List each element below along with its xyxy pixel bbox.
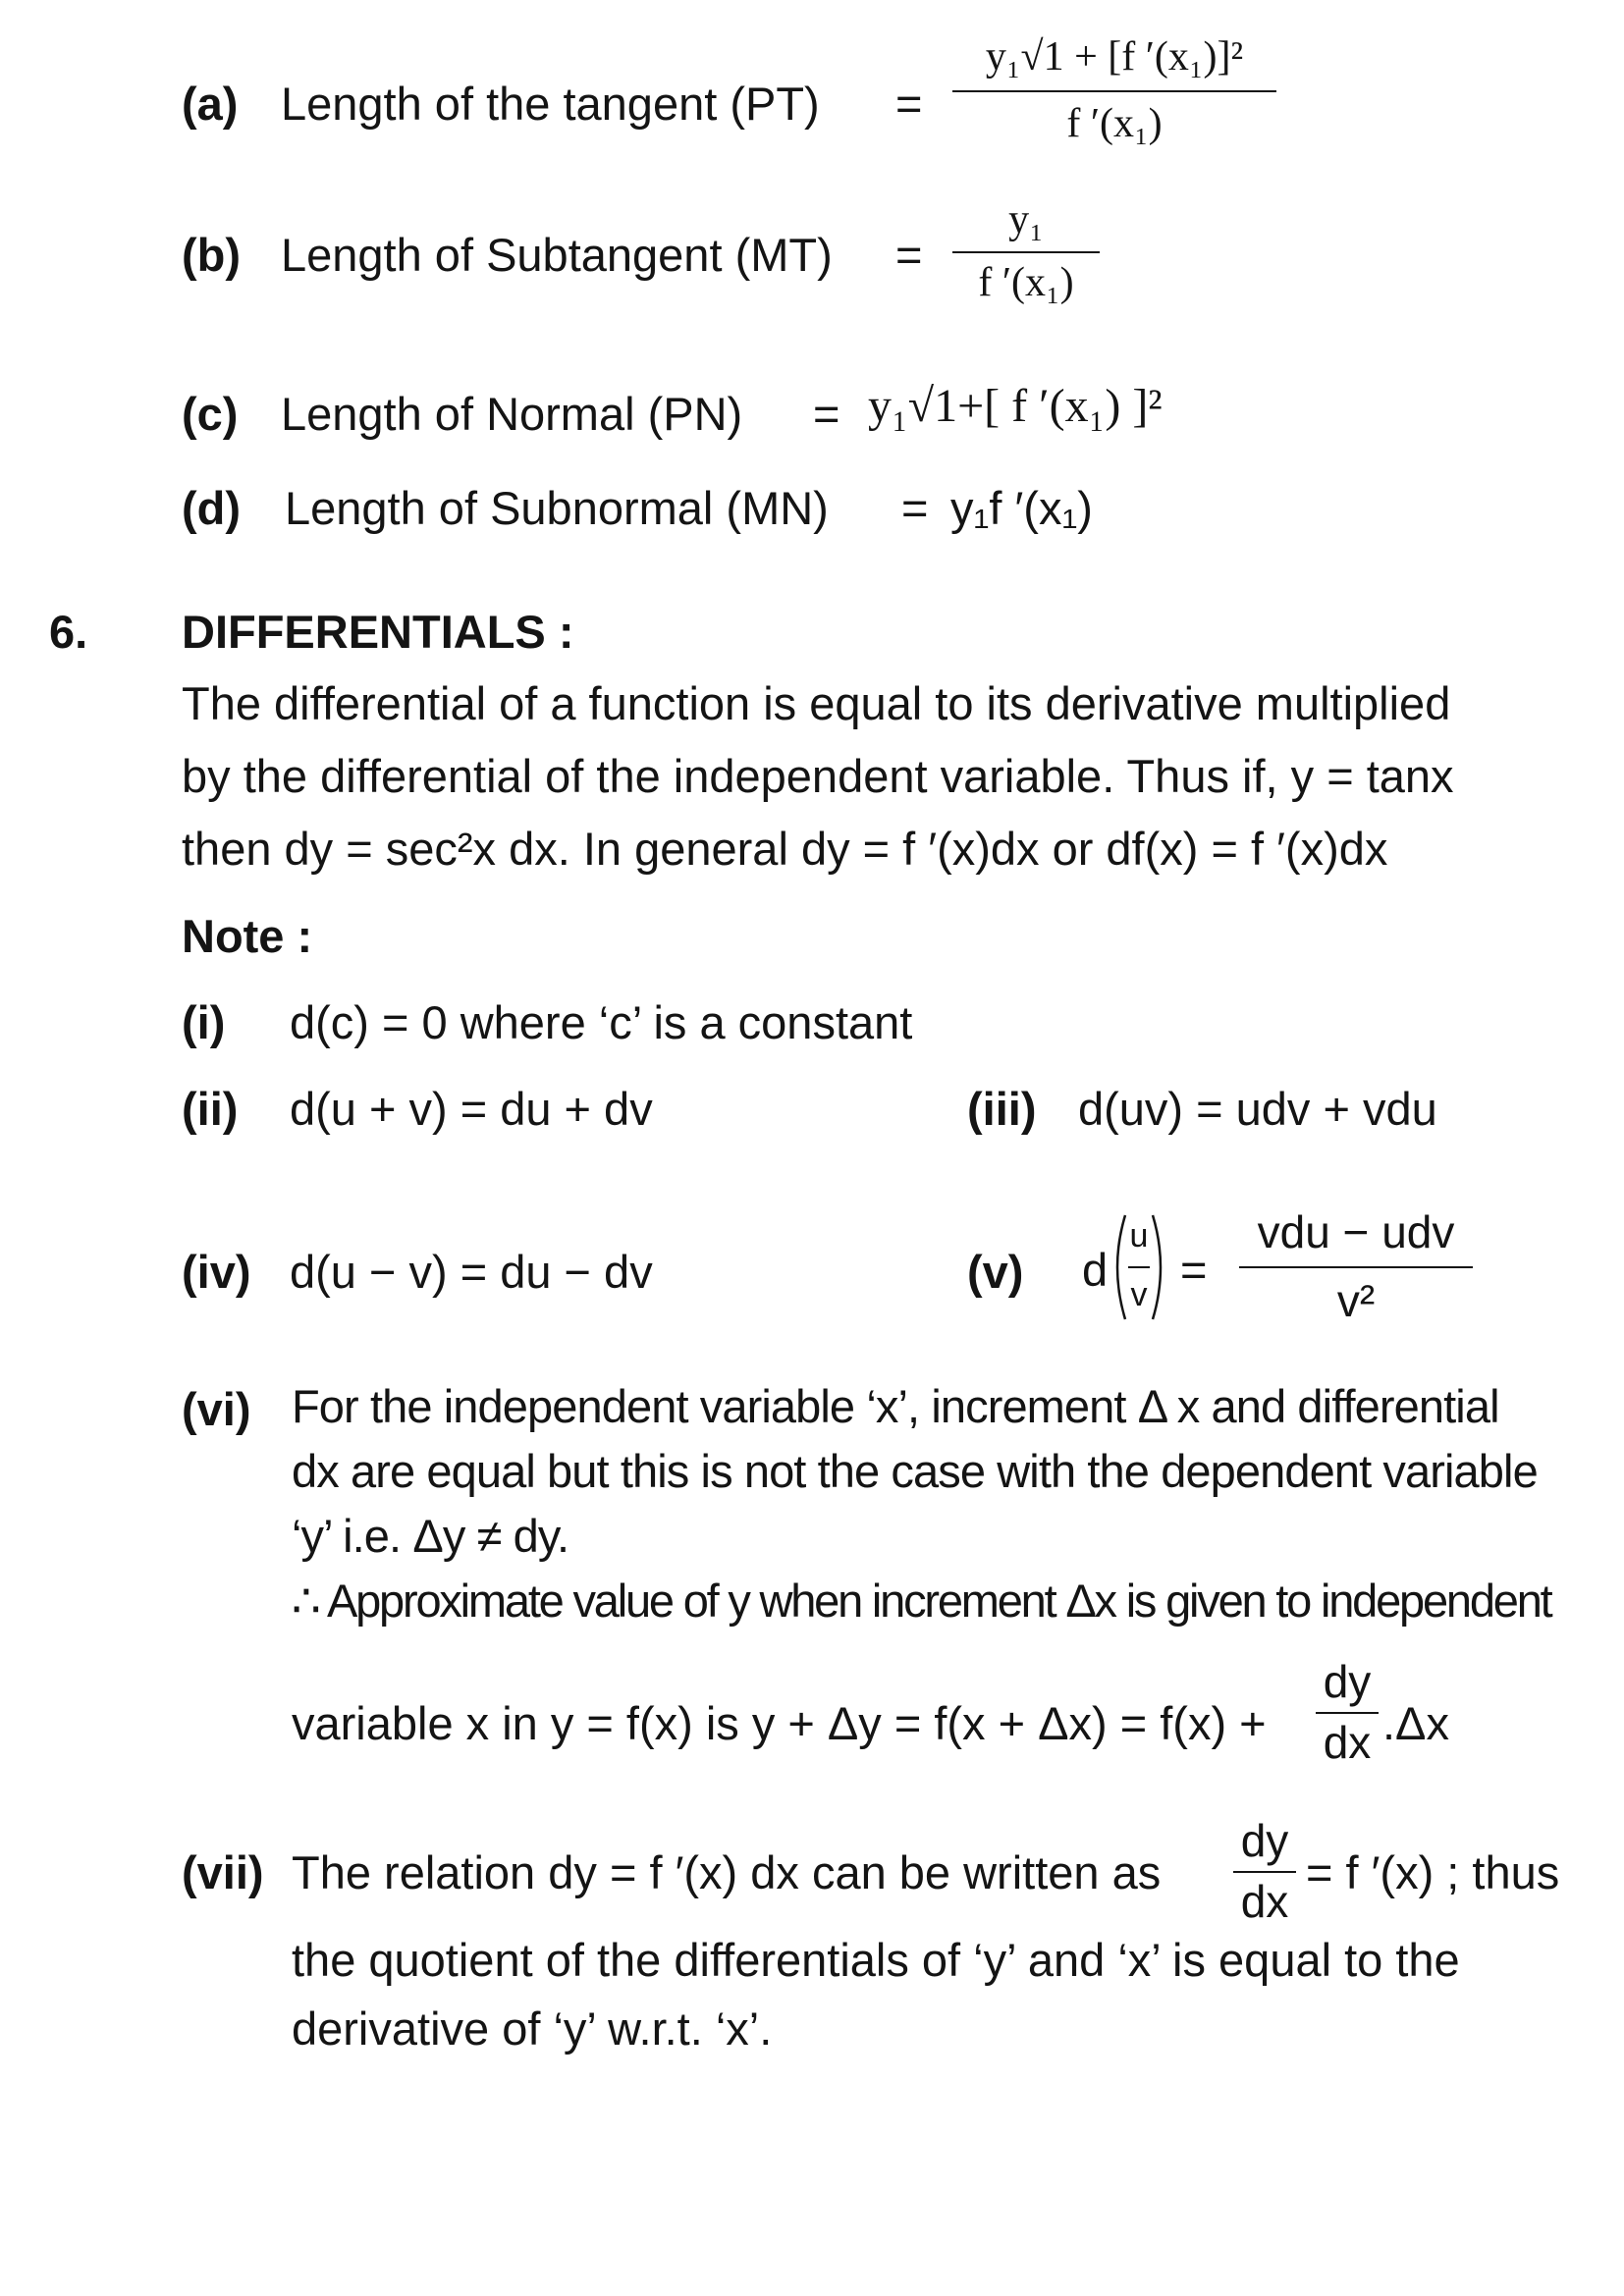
subnormal-length-formula: y₁f ′(x₁)	[950, 482, 1093, 534]
formula-denominator: v²	[1336, 1275, 1376, 1326]
fraction-bar	[1233, 1871, 1296, 1873]
fraction-bar	[1316, 1712, 1379, 1714]
tangent-length-formula	[952, 33, 1276, 147]
formula-numerator: y₁	[1008, 197, 1044, 242]
normal-length-formula: y₁√1+[ f ′(x₁) ]²	[868, 380, 1163, 432]
dy-dx-fraction	[1316, 1655, 1379, 1769]
item-marker-c: (c)	[182, 388, 239, 440]
note-text-vii: The relation dy = f ′(x) dx can be written as	[292, 1846, 1162, 1898]
note-text-iv: d(u − v) = du − dv	[290, 1246, 653, 1298]
formula-numerator: vdu − udv	[1257, 1206, 1455, 1257]
note-marker-ii: (ii)	[182, 1083, 239, 1135]
note-marker-vi: (vi)	[182, 1383, 251, 1435]
intro-line: by the differential of the independent variable. Thus if, y = tanx	[182, 750, 1454, 802]
formula-denominator: dx	[1323, 1717, 1372, 1768]
note-text-vii-continued	[292, 1926, 1588, 2063]
approximation-formula: variable x in y = f(x) is y + Δy = f(x + Δx) = f(x) +	[292, 1697, 1267, 1749]
formula-denominator: f ′(x₁)	[1066, 101, 1163, 146]
subtangent-length-formula	[952, 196, 1100, 306]
note-line: ‘y’ i.e. Δy ≠ dy.	[292, 1510, 569, 1562]
note-text-vii-suffix: = f ′(x) ; thus	[1306, 1846, 1560, 1898]
note-text-i: d(c) = 0 where ‘c’ is a constant	[290, 996, 913, 1048]
note-line: derivative of ‘y’ w.r.t. ‘x’.	[292, 2002, 773, 2055]
quotient-d: d	[1082, 1244, 1109, 1296]
intro-paragraph	[182, 667, 1576, 885]
right-paren	[1153, 1215, 1161, 1319]
formula-denominator: f ′(x₁)	[978, 260, 1074, 305]
equals-sign: =	[901, 482, 929, 534]
note-marker-v: (v)	[967, 1246, 1024, 1298]
fraction-bar	[1239, 1266, 1473, 1268]
note-line: For the independent variable ‘x’, increment Δ x and differential	[292, 1380, 1499, 1432]
equals-sign: =	[1180, 1244, 1208, 1296]
note-line: dx are equal but this is not the case with the dependent variable	[292, 1445, 1538, 1497]
note-line: ∴ Approximate value of y when increment Δx is given to independent	[292, 1575, 1551, 1627]
equals-sign: =	[895, 229, 923, 281]
tangent-length-label: Length of the tangent (PT)	[281, 78, 820, 130]
note-line: the quotient of the differentials of ‘y’ and ‘x’ is equal to the	[292, 1934, 1460, 1986]
note-marker-i: (i)	[182, 996, 226, 1048]
note-title: Note :	[182, 910, 313, 962]
left-paren	[1117, 1215, 1125, 1319]
item-marker-b: (b)	[182, 229, 242, 281]
section-number: 6.	[49, 606, 88, 658]
intro-line: then dy = sec²x dx. In general dy = f ′(x)dx or df(x) = f ′(x)dx	[182, 823, 1388, 875]
item-marker-a: (a)	[182, 78, 239, 130]
formula-numerator: dy	[1240, 1815, 1289, 1866]
intro-line: The differential of a function is equal to its derivative multiplied	[182, 677, 1451, 729]
equals-sign: =	[895, 78, 923, 130]
note-text-iii: d(uv) = udv + vdu	[1078, 1083, 1437, 1135]
item-marker-d: (d)	[182, 482, 242, 534]
inner-numerator: u	[1129, 1217, 1149, 1255]
formula-numerator: y₁√1 + [f ′(x₁)]²	[985, 34, 1244, 80]
section-title: DIFFERENTIALS :	[182, 606, 574, 658]
note-text-vi	[292, 1374, 1588, 1633]
subnormal-length-label: Length of Subnormal (MN)	[285, 482, 829, 534]
fraction-bar	[952, 251, 1100, 253]
note-marker-iii: (iii)	[967, 1083, 1037, 1135]
note-marker-vii: (vii)	[182, 1846, 264, 1898]
subtangent-length-label: Length of Subtangent (MT)	[281, 229, 833, 281]
equals-sign: =	[813, 388, 840, 440]
quotient-rule-fraction	[1239, 1205, 1473, 1327]
approximation-formula-suffix: .Δx	[1382, 1697, 1449, 1749]
inner-denominator: v	[1130, 1276, 1148, 1313]
note-text-ii: d(u + v) = du + dv	[290, 1083, 653, 1135]
normal-length-label: Length of Normal (PN)	[281, 388, 743, 440]
dy-dx-fraction	[1233, 1814, 1296, 1928]
formula-numerator: dy	[1323, 1656, 1372, 1707]
note-marker-iv: (iv)	[182, 1246, 251, 1298]
fraction-bar	[952, 90, 1276, 92]
formula-denominator: dx	[1240, 1876, 1289, 1927]
